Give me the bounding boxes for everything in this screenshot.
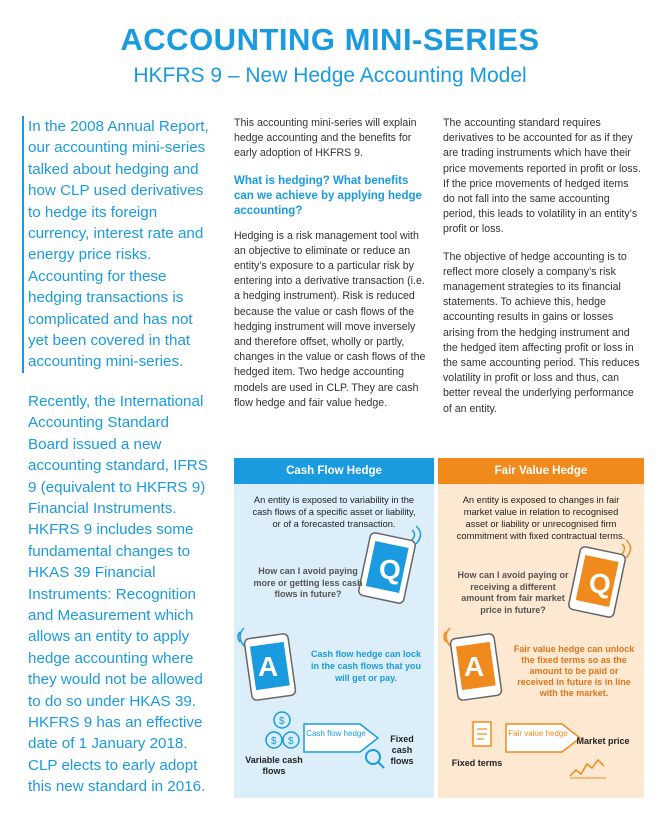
market-price-label: Market price — [576, 736, 630, 746]
fair-value-answer: Fair value hedge can unlock the fixed terms so as the amount to be paid or received in future is in line with the market. — [513, 644, 635, 698]
left-column — [28, 116, 210, 816]
fair-value-question: How can I avoid paying or receiving a different amount from fair market price in future? — [457, 570, 569, 615]
price-chart-icon — [568, 754, 608, 782]
left-paragraph-2: Recently, the International Accounting Standard Board issued a new accounting standard, IFRS 9 (equivalent to HKFRS 9) Financial Instruments. HKFRS 9 includes some fundamental changes to HKAS 39 Financial Instruments: Recognition and Measurement which allows an entity to apply hedge accounting where they would not be allowed to do so under HKAS 39. HKFRS 9 has an effective date of 1 January 2018. CLP elects to early adopt this new standard in 2016. — [28, 392, 208, 796]
variable-cash-flows-label: Variable cash flows — [245, 755, 303, 776]
document-icon — [470, 720, 496, 748]
q-letter: Q — [379, 554, 401, 585]
middle-column — [234, 116, 429, 423]
page-subtitle: HKFRS 9 – New Hedge Accounting Model — [133, 64, 527, 87]
magnifier-icon — [364, 748, 386, 770]
middle-intro: This accounting mini-series will explain hedge accounting and the benefits for early adoption of HKFRS 9. — [234, 117, 417, 160]
a-letter: A — [464, 651, 485, 682]
left-paragraph-1: In the 2008 Annual Report, our accounting mini-series talked about hedging and how CLP used derivatives to hedge its foreign currency, interest rate and energy price risks. Accounting for these hedging transactions is complicated and has not yet been covered in that accounting mini-series. — [22, 116, 210, 373]
q-letter: Q — [589, 568, 611, 599]
page-title: ACCOUNTING MINI-SERIES — [120, 22, 540, 57]
svg-text:$: $ — [279, 716, 285, 727]
cash-flow-question: How can I avoid paying more or getting less cash flows in future? — [253, 566, 363, 599]
a-letter: A — [258, 651, 279, 682]
right-paragraph-2: The objective of hedge accounting is to reflect more closely a company’s risk management strategies to its financial statements. To achieve this, hedge accounting results in gains or losses arising from the hedging instrument and the hedged item affecting profit or loss in the same accounting period. This reduces volatility in profit or loss and thus, can better reveal the underlying performance of an entity. — [443, 250, 640, 415]
right-column — [443, 116, 643, 429]
fixed-terms-label: Fixed terms — [451, 758, 503, 768]
fair-value-hedge-panel — [438, 458, 644, 798]
right-paragraph-1: The accounting standard requires derivatives to be accounted for as if they are trading instruments which have their price movements reported in profit or loss. If the price movements of hedged items do not fall into the same accounting period, this leads to volatility in an entity’s profit or loss. — [443, 117, 641, 236]
cash-flow-answer: Cash flow hedge can lock in the cash flows that you will get or pay. — [310, 649, 422, 683]
fixed-cash-flows-label: Fixed cash flows — [390, 734, 414, 766]
cash-flow-hedge-panel — [234, 458, 434, 798]
svg-text:$: $ — [288, 736, 294, 747]
middle-body: Hedging is a risk management tool with an objective to eliminate or reduce an entity’s exposure to a particular risk by entering into a derivative transaction (i.e. a hedging instrument). Risk is reduced because the value or cash flows of the hedging instrument will move inversely and therefore offset, wholly or partly, changes in the value or cash flows of the hedged item. Two hedge accounting models are used in CLP. They are cash flow hedge and fair value hedge. — [234, 229, 426, 409]
middle-heading: What is hedging? What benefits can we achieve by applying hedge accounting? — [234, 174, 422, 217]
money-bags-icon — [262, 710, 302, 752]
fair-value-hedge-title: Fair Value Hedge — [438, 458, 644, 484]
cash-flow-hedge-description: An entity is exposed to variability in the cash flows of a specific asset or liability, or of a forecasted transaction. — [252, 495, 416, 529]
fair-value-hedge-description: An entity is exposed to changes in fair market value in relation to recognised asset or liability or unrecognised firm commitment with fixed contractual terms. — [456, 495, 626, 541]
svg-text:$: $ — [271, 736, 277, 747]
cash-flow-hedge-arrow-label: Cash flow hedge — [306, 729, 366, 738]
cash-flow-hedge-title: Cash Flow Hedge — [234, 458, 434, 484]
fair-value-hedge-arrow-label: Fair value hedge — [508, 729, 568, 738]
